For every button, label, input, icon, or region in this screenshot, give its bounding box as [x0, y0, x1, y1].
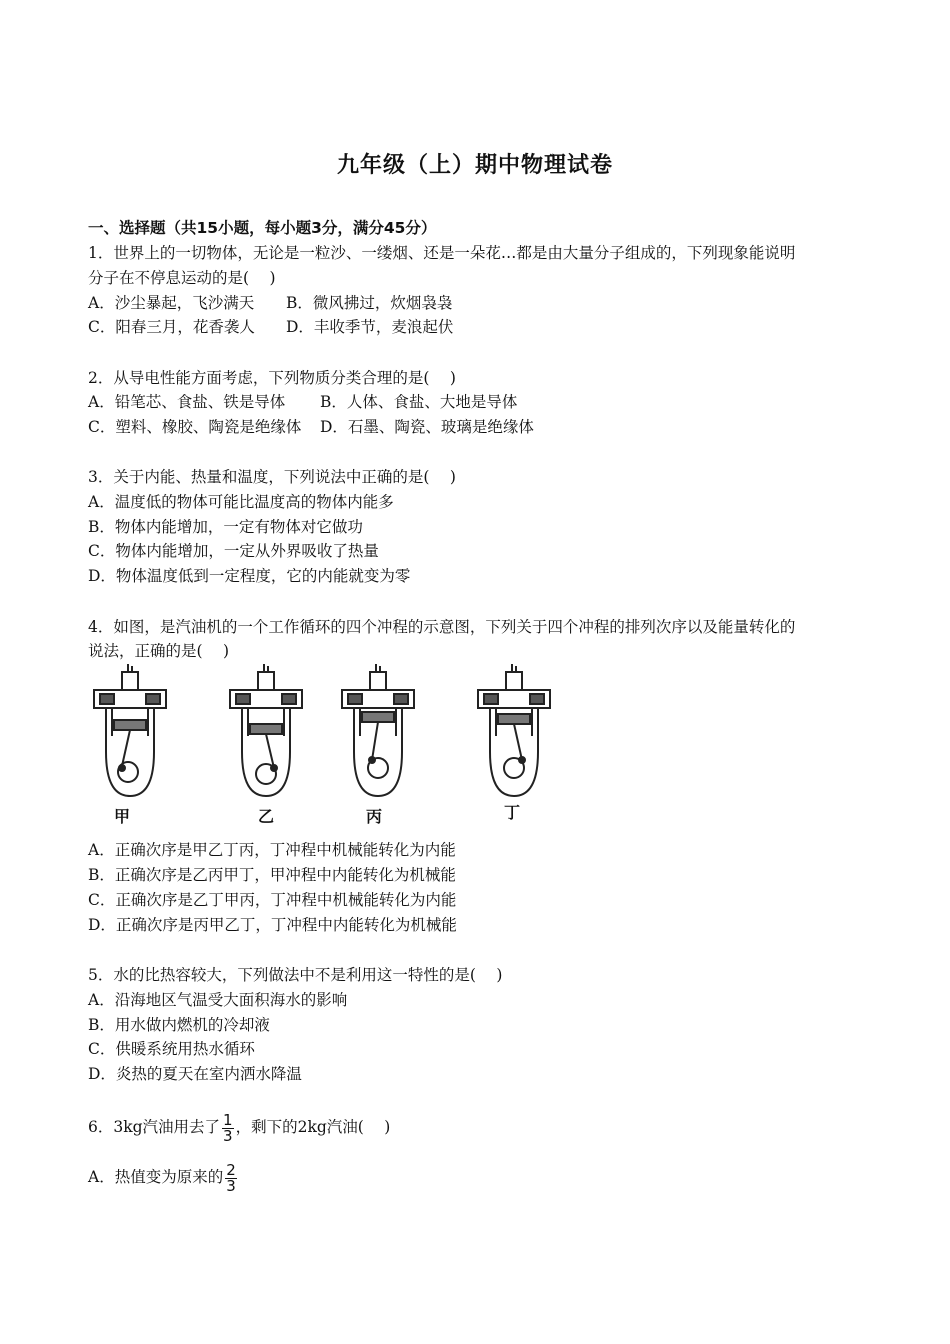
engine-diagram-ding — [472, 664, 556, 804]
q6-option-a — [88, 1160, 239, 1194]
q1-option-a: A．沙尘暴起，飞沙满天 — [88, 294, 255, 312]
q2-option-d: D．石墨、陶瓷、玻璃是绝缘体 — [320, 418, 534, 436]
q6-fraction-numerator: 1 — [223, 1110, 233, 1129]
q6-fraction-denominator: 3 — [223, 1126, 233, 1145]
page-title: 九年级（上）期中物理试卷 — [336, 153, 613, 178]
q4-stem-line-1: 4．如图，是汽油机的一个工作循环的四个冲程的示意图，下列关于四个冲程的排列次序以及能量转化的 — [88, 618, 796, 636]
q3-option-c: C．物体内能增加，一定从外界吸收了热量 — [88, 542, 379, 560]
q6-stem-suffix: ，剩下的2kg汽油( ) — [235, 1118, 391, 1136]
q2-stem: 2．从导电性能方面考虑，下列物质分类合理的是( ) — [88, 369, 456, 387]
q5-option-c: C．供暖系统用热水循环 — [88, 1040, 255, 1058]
q4-option-a: A．正确次序是甲乙丁丙，丁冲程中机械能转化为内能 — [88, 841, 456, 859]
q1-option-c: C．阳春三月，花香袭人 — [88, 318, 255, 336]
q6-option-a-fraction — [225, 1160, 237, 1195]
q6-fraction — [222, 1110, 234, 1145]
q1-option-d: D．丰收季节，麦浪起伏 — [286, 318, 454, 336]
q3-option-b: B．物体内能增加，一定有物体对它做功 — [88, 518, 363, 536]
q4-stem-line-2: 说法，正确的是( ) — [88, 642, 230, 660]
q4-option-c: C．正确次序是乙丁甲丙，丁冲程中机械能转化为内能 — [88, 891, 457, 909]
q3-option-d: D．物体温度低到一定程度，它的内能就变为零 — [88, 567, 411, 585]
q3-stem: 3．关于内能、热量和温度，下列说法中正确的是( ) — [88, 468, 456, 486]
section-heading: 一、选择题（共15小题，每小题3分，满分45分） — [88, 219, 437, 237]
q5-option-a: A．沿海地区气温受大面积海水的影响 — [88, 991, 348, 1009]
q1-stem-line-2: 分子在不停息运动的是( ) — [88, 269, 276, 287]
q3-option-a: A．温度低的物体可能比温度高的物体内能多 — [88, 493, 394, 511]
engine-label-bing: 丙 — [366, 807, 383, 826]
engine-diagram-jia — [88, 664, 172, 804]
engine-label-yi: 乙 — [258, 807, 275, 826]
engine-diagram-yi — [224, 664, 308, 804]
q5-stem: 5．水的比热容较大，下列做法中不是利用这一特性的是( ) — [88, 966, 503, 984]
q6-stem-prefix: 6．3kg汽油用去了 — [88, 1118, 221, 1136]
engine-strokes-figure — [88, 664, 558, 824]
engine-label-ding: 丁 — [504, 803, 521, 822]
q4-option-b: B．正确次序是乙丙甲丁，甲冲程中内能转化为机械能 — [88, 866, 456, 884]
q6-option-a-numerator: 2 — [226, 1160, 236, 1179]
q2-option-a: A．铅笔芯、食盐、铁是导体 — [88, 393, 286, 411]
q1-stem-line-1: 1．世界上的一切物体，无论是一粒沙、一缕烟、还是一朵花…都是由大量分子组成的，下列现象能说明 — [88, 244, 796, 262]
q2-option-c: C．塑料、橡胶、陶瓷是绝缘体 — [88, 418, 302, 436]
q2-option-b: B．人体、食盐、大地是导体 — [320, 393, 518, 411]
q1-option-b: B．微风拂过，炊烟袅袅 — [286, 294, 453, 312]
q6-option-a-prefix: A．热值变为原来的 — [88, 1168, 224, 1186]
q6-option-a-denominator: 3 — [226, 1176, 236, 1195]
q6-stem — [88, 1110, 390, 1144]
engine-label-jia: 甲 — [114, 807, 131, 826]
engine-diagram-bing — [336, 664, 420, 804]
q5-option-b: B．用水做内燃机的冷却液 — [88, 1016, 270, 1034]
q4-option-d: D．正确次序是丙甲乙丁，丁冲程中内能转化为机械能 — [88, 916, 457, 934]
q5-option-d: D．炎热的夏天在室内洒水降温 — [88, 1065, 302, 1083]
